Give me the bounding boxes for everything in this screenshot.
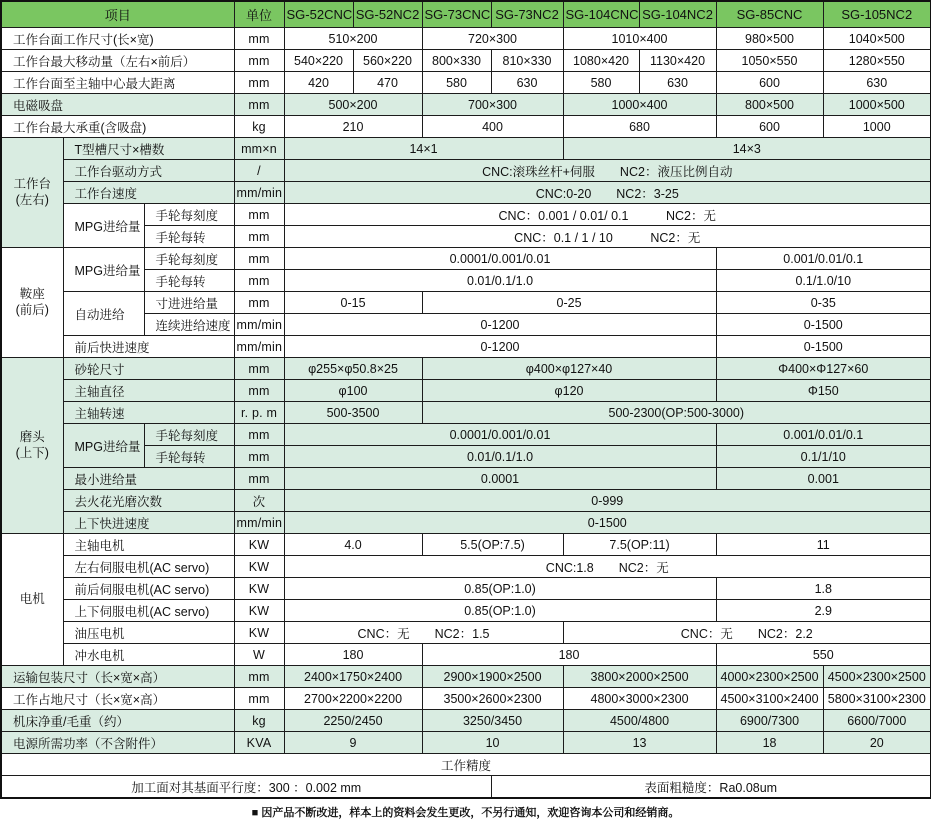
spec-value: 720×300 (422, 28, 563, 50)
spec-value: φ400×φ127×40 (422, 358, 716, 380)
spec-value: 540×220 (284, 50, 353, 72)
row-label: 砂轮尺寸 (63, 358, 234, 380)
unit-cell: mm (234, 358, 284, 380)
spec-value: CNC：无 NC2：2.2 (563, 622, 931, 644)
spec-value: 4800×3000×2300 (563, 688, 716, 710)
unit-cell: W (234, 644, 284, 666)
unit-cell: / (234, 160, 284, 182)
spec-value: 800×330 (422, 50, 491, 72)
spec-value: 500-3500 (284, 402, 422, 424)
unit-cell: mm (234, 292, 284, 314)
row-label: 手轮每转 (144, 270, 234, 292)
spec-value: 10 (422, 732, 563, 754)
column-header: 项目 (1, 1, 234, 28)
spec-value: 180 (284, 644, 422, 666)
row-label: 自动进给 (63, 292, 144, 336)
row-label: 前后伺服电机(AC servo) (63, 578, 234, 600)
spec-value: 0-15 (284, 292, 422, 314)
unit-cell: kg (234, 710, 284, 732)
unit-cell: KVA (234, 732, 284, 754)
spec-value: 1000 (823, 116, 931, 138)
row-label: 最小进给量 (63, 468, 234, 490)
spec-value: 2700×2200×2200 (284, 688, 422, 710)
spec-value: φ100 (284, 380, 422, 402)
row-label: 手轮每转 (144, 226, 234, 248)
spec-value: 500×200 (284, 94, 422, 116)
spec-value: 630 (491, 72, 563, 94)
unit-cell: mm (234, 94, 284, 116)
spec-value: 1040×500 (823, 28, 931, 50)
spec-value: 1050×550 (716, 50, 823, 72)
spec-value: 2400×1750×2400 (284, 666, 422, 688)
spec-value: 1010×400 (563, 28, 716, 50)
spec-value: 0-1200 (284, 336, 716, 358)
unit-cell: mm (234, 248, 284, 270)
spec-value: 1000×500 (823, 94, 931, 116)
spec-value: 0-1500 (284, 512, 931, 534)
unit-cell: mm (234, 28, 284, 50)
spec-value: Φ150 (716, 380, 931, 402)
spec-value: 0.001 (716, 468, 931, 490)
spec-value: φ120 (422, 380, 716, 402)
spec-value: 510×200 (284, 28, 422, 50)
summary-label: 工作精度 (1, 754, 931, 776)
spec-value: 3500×2600×2300 (422, 688, 563, 710)
spec-value: 210 (284, 116, 422, 138)
unit-cell: mm (234, 50, 284, 72)
column-header: SG-85CNC (716, 1, 823, 28)
spec-value: 600 (716, 116, 823, 138)
unit-cell: mm (234, 226, 284, 248)
row-label: 电源所需功率（不含附件） (1, 732, 234, 754)
row-label: 手轮每转 (144, 446, 234, 468)
row-label: 主轴转速 (63, 402, 234, 424)
row-label: 前后快进速度 (63, 336, 234, 358)
row-label: 上下快进速度 (63, 512, 234, 534)
row-label: 冲水电机 (63, 644, 234, 666)
row-label: 手轮每刻度 (144, 248, 234, 270)
spec-value: 680 (563, 116, 716, 138)
section-label: 鞍座 (前后) (1, 248, 63, 358)
unit-cell: mm (234, 270, 284, 292)
spec-value: 0.0001 (284, 468, 716, 490)
column-header: SG-52NC2 (353, 1, 422, 28)
spec-value: 0.85(OP:1.0) (284, 578, 716, 600)
spec-value: 4000×2300×2500 (716, 666, 823, 688)
spec-value: 1.8 (716, 578, 931, 600)
row-label: 去火花光磨次数 (63, 490, 234, 512)
spec-value: 700×300 (422, 94, 563, 116)
spec-value: 4500×2300×2500 (823, 666, 931, 688)
section-label: 工作台 (左右) (1, 138, 63, 248)
spec-value: 9 (284, 732, 422, 754)
row-label: 主轴电机 (63, 534, 234, 556)
spec-value: 14×3 (563, 138, 931, 160)
row-label: 工作台最大移动量（左右×前后） (1, 50, 234, 72)
spec-value: 0.85(OP:1.0) (284, 600, 716, 622)
spec-value: CNC:0-20 NC2：3-25 (284, 182, 931, 204)
spec-value: 0-35 (716, 292, 931, 314)
row-label: 油压电机 (63, 622, 234, 644)
spec-value: 630 (639, 72, 716, 94)
section-label: 电机 (1, 534, 63, 666)
spec-value: CNC：无 NC2：1.5 (284, 622, 563, 644)
row-label: MPG进给量 (63, 424, 144, 468)
row-label: 左右伺服电机(AC servo) (63, 556, 234, 578)
spec-value: 6600/7000 (823, 710, 931, 732)
spec-value: 5800×3100×2300 (823, 688, 931, 710)
unit-cell: mm (234, 204, 284, 226)
spec-value: 0.0001/0.001/0.01 (284, 248, 716, 270)
spec-value: 0-1500 (716, 336, 931, 358)
spec-value: 1280×550 (823, 50, 931, 72)
spec-value: CNC:滚珠丝杆+伺服 NC2：液压比例自动 (284, 160, 931, 182)
spec-value: 470 (353, 72, 422, 94)
spec-value: 560×220 (353, 50, 422, 72)
spec-value: CNC：0.001 / 0.01/ 0.1 NC2：无 (284, 204, 931, 226)
row-label: 电磁吸盘 (1, 94, 234, 116)
row-label: 工作台面至主轴中心最大距离 (1, 72, 234, 94)
spec-value: 0.1/1.0/10 (716, 270, 931, 292)
spec-value: 4.0 (284, 534, 422, 556)
spec-value: 4500/4800 (563, 710, 716, 732)
spec-value: 1000×400 (563, 94, 716, 116)
spec-value: 0.1/1/10 (716, 446, 931, 468)
column-header: SG-104NC2 (639, 1, 716, 28)
spec-value: 600 (716, 72, 823, 94)
unit-cell: KW (234, 600, 284, 622)
row-label: MPG进给量 (63, 204, 144, 248)
row-label: T型槽尺寸×槽数 (63, 138, 234, 160)
spec-value: 20 (823, 732, 931, 754)
spec-value: 4500×3100×2400 (716, 688, 823, 710)
unit-cell: kg (234, 116, 284, 138)
unit-cell: mm (234, 446, 284, 468)
row-label: 工作台驱动方式 (63, 160, 234, 182)
unit-cell: mm (234, 72, 284, 94)
summary-label: 表面粗糙度：Ra0.08um (491, 776, 931, 799)
row-label: 工作台速度 (63, 182, 234, 204)
spec-value: 0.0001/0.001/0.01 (284, 424, 716, 446)
spec-value: 18 (716, 732, 823, 754)
spec-value: 5.5(OP:7.5) (422, 534, 563, 556)
spec-value: 13 (563, 732, 716, 754)
spec-value: 11 (716, 534, 931, 556)
column-header: 单位 (234, 1, 284, 28)
spec-value: 2250/2450 (284, 710, 422, 732)
spec-value: 180 (422, 644, 716, 666)
row-label: 手轮每刻度 (144, 424, 234, 446)
spec-value: CNC：0.1 / 1 / 10 NC2：无 (284, 226, 931, 248)
row-label: 上下伺服电机(AC servo) (63, 600, 234, 622)
row-label: 手轮每刻度 (144, 204, 234, 226)
spec-value: 400 (422, 116, 563, 138)
spec-value: 6900/7300 (716, 710, 823, 732)
spec-value: 0.01/0.1/1.0 (284, 446, 716, 468)
spec-value: 800×500 (716, 94, 823, 116)
spec-value: Φ400×Φ127×60 (716, 358, 931, 380)
spec-value: 3800×2000×2500 (563, 666, 716, 688)
unit-cell: KW (234, 578, 284, 600)
spec-value: 0-1200 (284, 314, 716, 336)
unit-cell: mm (234, 380, 284, 402)
spec-value: 420 (284, 72, 353, 94)
row-label: 主轴直径 (63, 380, 234, 402)
spec-value: 550 (716, 644, 931, 666)
unit-cell: mm/min (234, 314, 284, 336)
unit-cell: 次 (234, 490, 284, 512)
row-label: MPG进给量 (63, 248, 144, 292)
summary-label: 加工面对其基面平行度：300 ：0.002 mm (1, 776, 491, 799)
row-label: 工作占地尺寸（长×宽×高） (1, 688, 234, 710)
unit-cell: KW (234, 534, 284, 556)
spec-value: 630 (823, 72, 931, 94)
column-header: SG-105NC2 (823, 1, 931, 28)
section-label: 磨头 (上下) (1, 358, 63, 534)
unit-cell: mm (234, 468, 284, 490)
row-label: 工作台最大承重(含吸盘) (1, 116, 234, 138)
spec-value: 1130×420 (639, 50, 716, 72)
spec-value: 580 (422, 72, 491, 94)
unit-cell: KW (234, 622, 284, 644)
spec-value: 0-25 (422, 292, 716, 314)
unit-cell: mm×n (234, 138, 284, 160)
footer-note: ■ 因产品不断改进，样本上的资料会发生更改，不另行通知，欢迎咨询本公司和经销商。 (251, 807, 680, 819)
spec-value: 2.9 (716, 600, 931, 622)
spec-value: 0.01/0.1/1.0 (284, 270, 716, 292)
column-header: SG-73NC2 (491, 1, 563, 28)
unit-cell: r. p. m (234, 402, 284, 424)
row-label: 工作台面工作尺寸(长×宽) (1, 28, 234, 50)
row-label: 连续进给速度 (144, 314, 234, 336)
spec-table-body (1, 1, 931, 798)
spec-value: φ255×φ50.8×25 (284, 358, 422, 380)
unit-cell: mm/min (234, 336, 284, 358)
spec-value: 980×500 (716, 28, 823, 50)
unit-cell: mm/min (234, 512, 284, 534)
spec-value: 14×1 (284, 138, 563, 160)
spec-value: CNC:1.8 NC2：无 (284, 556, 931, 578)
spec-value: 2900×1900×2500 (422, 666, 563, 688)
spec-value: 580 (563, 72, 639, 94)
row-label: 寸进进给量 (144, 292, 234, 314)
spec-value: 0-999 (284, 490, 931, 512)
spec-value: 1080×420 (563, 50, 639, 72)
column-header: SG-73CNC (422, 1, 491, 28)
unit-cell: mm (234, 688, 284, 710)
row-label: 运输包装尺寸（长×宽×高） (1, 666, 234, 688)
spec-value: 0.001/0.01/0.1 (716, 424, 931, 446)
spec-value: 7.5(OP:11) (563, 534, 716, 556)
spec-value: 500-2300(OP:500-3000) (422, 402, 931, 424)
column-header: SG-52CNC (284, 1, 353, 28)
unit-cell: mm/min (234, 182, 284, 204)
spec-value: 810×330 (491, 50, 563, 72)
spec-value: 3250/3450 (422, 710, 563, 732)
row-label: 机床净重/毛重（约） (1, 710, 234, 732)
spec-value: 0-1500 (716, 314, 931, 336)
unit-cell: mm (234, 424, 284, 446)
spec-value: 0.001/0.01/0.1 (716, 248, 931, 270)
column-header: SG-104CNC (563, 1, 639, 28)
unit-cell: mm (234, 666, 284, 688)
unit-cell: KW (234, 556, 284, 578)
